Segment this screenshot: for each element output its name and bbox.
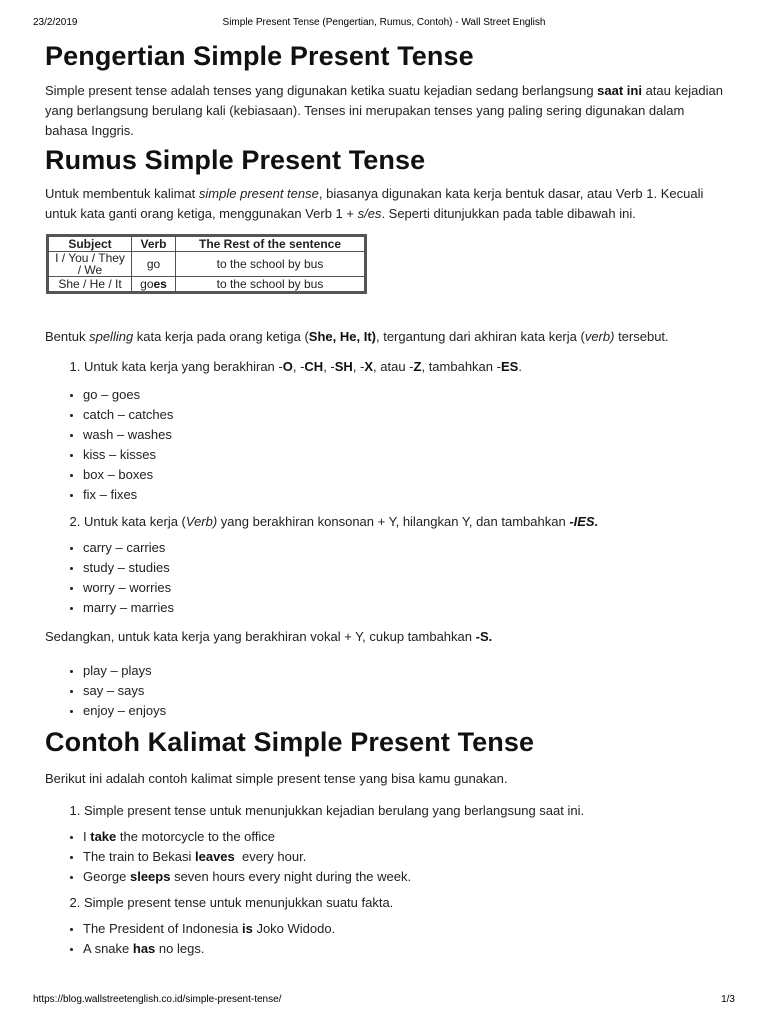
list-item: • carry – carries — [83, 538, 725, 558]
print-page-title: Simple Present Tense (Pengertian, Rumus, Contoh) - Wall Street English — [222, 17, 546, 28]
rule-list — [45, 357, 725, 377]
table-header: Verb — [132, 236, 176, 252]
spelling-paragraph: Bentuk spelling kata kerja pada orang ketiga (She, He, It), tergantung dari akhiran kata kerja (verb) tersebut. — [45, 329, 669, 344]
table-header: Subject — [48, 236, 132, 252]
example-list — [45, 538, 725, 618]
table-cell-rest: to the school by bus — [176, 252, 366, 277]
list-item: • The President of Indonesia is Joko Widodo. — [83, 919, 725, 939]
rule-item: 1. Untuk kata kerja yang berakhiran -O, -CH, -SH, -X, atau -Z, tambahkan -ES. — [84, 357, 725, 377]
sentence-list — [45, 919, 725, 959]
print-date: 23/2/2019 — [33, 17, 78, 28]
list-item: • catch – catches — [83, 405, 725, 425]
list-item: • I take the motorcycle to the office — [83, 827, 725, 847]
article-content — [45, 38, 725, 959]
print-header — [33, 17, 735, 31]
sentence-list — [45, 827, 725, 887]
formula-paragraph: Untuk membentuk kalimat simple present tense, biasanya digunakan kata kerja bentuk dasar, atau Verb 1. Kecuali untuk kata ganti orang ketiga, menggunakan Verb 1 + s/es. Seperti ditunjukkan pada table dibawah ini. — [45, 186, 704, 221]
heading-pengertian: Pengertian Simple Present Tense — [45, 41, 474, 71]
heading-contoh: Contoh Kalimat Simple Present Tense — [45, 727, 535, 757]
list-item: • wash – washes — [83, 425, 725, 445]
usage-list — [45, 801, 725, 821]
heading-rumus: Rumus Simple Present Tense — [45, 145, 426, 175]
list-item: • study – studies — [83, 558, 725, 578]
list-item: • George sleeps seven hours every night during the week. — [83, 867, 725, 887]
table-row — [48, 277, 366, 293]
table-cell-verb: go — [132, 252, 176, 277]
list-item: • marry – marries — [83, 598, 725, 618]
page-number: 1/3 — [721, 994, 735, 1005]
list-item: • go – goes — [83, 385, 725, 405]
rule-item: 2. Untuk kata kerja (Verb) yang berakhiran konsonan + Y, hilangkan Y, dan tambahkan -IES. — [84, 512, 725, 532]
print-footer — [33, 994, 735, 1008]
list-item: • say – says — [83, 681, 725, 701]
table-cell-verb: goes — [132, 277, 176, 293]
formula-table — [46, 234, 367, 294]
table-header: The Rest of the sentence — [176, 236, 366, 252]
vowel-paragraph: Sedangkan, untuk kata kerja yang berakhiran vokal + Y, cukup tambahkan -S. — [45, 629, 493, 644]
definition-paragraph: Simple present tense adalah tenses yang digunakan ketika suatu kejadian sedang berlangsung saat ini atau kejadian yang berlangsung berulang kali (kebiasaan). Tenses ini merupakan tenses yang paling sering digunakan dalam bahasa Inggris. — [45, 83, 723, 138]
examples-intro: Berikut ini adalah contoh kalimat simple present tense yang bisa kamu gunakan. — [45, 771, 508, 786]
table-cell-rest: to the school by bus — [176, 277, 366, 293]
table-header-row — [48, 236, 366, 252]
list-item: • play – plays — [83, 661, 725, 681]
list-item: • worry – worries — [83, 578, 725, 598]
table-row — [48, 252, 366, 277]
example-list — [45, 385, 725, 505]
usage-item: 2. Simple present tense untuk menunjukkan suatu fakta. — [84, 893, 725, 913]
example-list — [45, 661, 725, 721]
list-item: • box – boxes — [83, 465, 725, 485]
list-item: • fix – fixes — [83, 485, 725, 505]
list-item: • kiss – kisses — [83, 445, 725, 465]
list-item: • enjoy – enjoys — [83, 701, 725, 721]
usage-list — [45, 893, 725, 913]
table-cell-subject: She / He / It — [48, 277, 132, 293]
table-cell-subject: I / You / They / We — [48, 252, 132, 277]
usage-item: 1. Simple present tense untuk menunjukkan kejadian berulang yang berlangsung saat ini. — [84, 801, 725, 821]
list-item: • The train to Bekasi leaves every hour. — [83, 847, 725, 867]
list-item: • A snake has no legs. — [83, 939, 725, 959]
rule-list — [45, 512, 725, 532]
print-url: https://blog.wallstreetenglish.co.id/simple-present-tense/ — [33, 994, 282, 1005]
